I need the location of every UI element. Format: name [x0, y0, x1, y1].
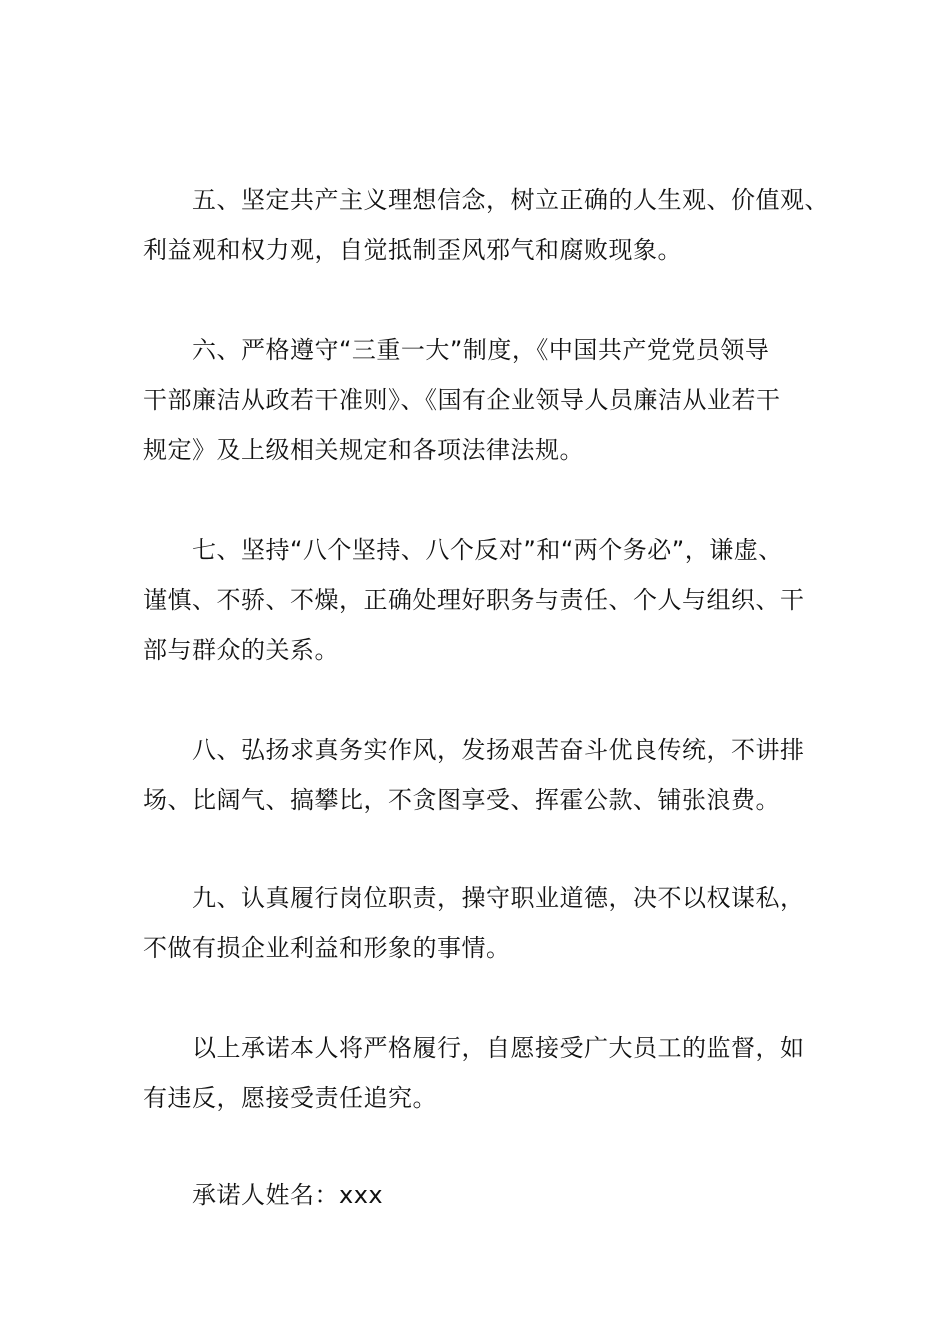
- text-line: 部与群众的关系。: [143, 636, 339, 664]
- closing-statement: [143, 1023, 807, 1123]
- text-line: 九、认真履行岗位职责，操守职业道德，决不以权谋私，: [192, 884, 805, 912]
- signature-label: 承诺人姓名：xxx: [192, 1181, 384, 1209]
- signature-block: [143, 1170, 807, 1220]
- text-line: 规定》及上级相关规定和各项法律法规。: [143, 436, 584, 464]
- pledge-item-5: [143, 175, 829, 275]
- text-line: 谨慎、不骄、不燥，正确处理好职务与责任、个人与组织、干: [143, 586, 805, 614]
- text-line: 干部廉洁从政若干准则》、《国有企业领导人员廉洁从业若干: [143, 386, 781, 414]
- text-line: 五、坚定共产主义理想信念，树立正确的人生观、价值观、: [192, 186, 829, 214]
- text-line: 利益观和权力观，自觉抵制歪风邪气和腐败现象。: [143, 236, 682, 264]
- text-line: 以上承诺本人将严格履行，自愿接受广大员工的监督，如: [192, 1034, 805, 1062]
- text-line: 场、比阔气、搞攀比，不贪图享受、挥霍公款、铺张浪费。: [143, 786, 780, 814]
- text-line: 八、弘扬求真务实作风，发扬艰苦奋斗优良传统，不讲排: [192, 736, 805, 764]
- text-line: 六、严格遵守“三重一大”制度，《中国共产党党员领导: [192, 336, 770, 364]
- text-line: 七、坚持“八个坚持、八个反对”和“两个务必”，谦虚、: [192, 536, 783, 564]
- pledge-item-8: [143, 725, 807, 825]
- pledge-item-9: [143, 873, 807, 973]
- text-line: 不做有损企业利益和形象的事情。: [143, 934, 511, 962]
- pledge-item-7: [143, 525, 807, 675]
- text-line: 有违反，愿接受责任追究。: [143, 1084, 437, 1112]
- pledge-item-6: [143, 325, 807, 475]
